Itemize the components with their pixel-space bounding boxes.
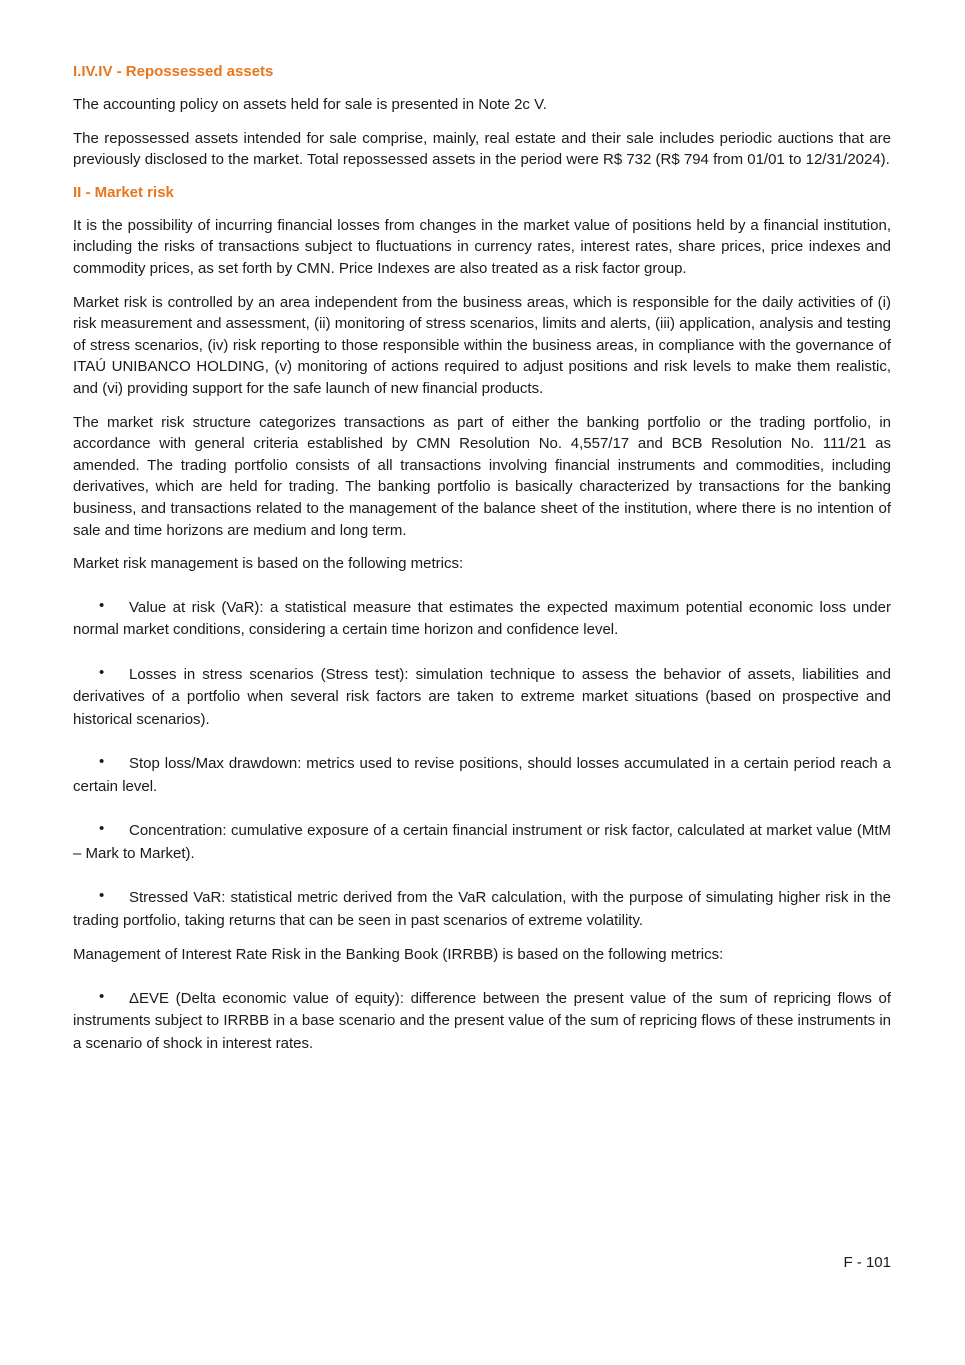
bullet-icon: • xyxy=(99,663,105,681)
list-item-metric-concentration xyxy=(73,818,891,865)
bullet-icon: • xyxy=(99,753,105,771)
list-item-text: Stop loss/Max drawdown: metrics used to revise positions, should losses accumulated in a certain period reach a certain level. xyxy=(73,755,891,795)
list-item-metric-stop-loss xyxy=(73,751,891,798)
list-item-metric-stressed-var xyxy=(73,885,891,932)
bullet-icon: • xyxy=(99,820,105,838)
list-item-text: Losses in stress scenarios (Stress test): simulation technique to assess the behavior of assets, liabilities and derivatives of a portfolio when several risk factors are taken to extreme market situations (based on prospective and historical scenarios). xyxy=(73,665,891,728)
list-item-metric-stress-test xyxy=(73,662,891,732)
paragraph-repossessed-assets: The repossessed assets intended for sale comprise, mainly, real estate and their sale includes periodic auctions that are previously disclosed to the market. Total repossessed assets in the period were R$ 732 (R$ 794 from 01/01 to 12/31/2024). xyxy=(73,129,891,169)
bullet-icon: • xyxy=(99,887,105,905)
page-number: F - 101 xyxy=(843,1254,891,1271)
list-item-text: Value at risk (VaR): a statistical measure that estimates the expected maximum potential economic loss under normal market conditions, considering a certain time horizon and confidence level. xyxy=(73,598,891,639)
paragraph-accounting-policy: The accounting policy on assets held for sale is presented in Note 2c V. xyxy=(73,96,547,113)
paragraph-market-risk-structure: The market risk structure categorizes transactions as part of either the banking portfolio or the trading portfolio, in accordance with general criteria established by CMN Resolution No. 4,557/17 and BCB Resolution No. 111/21 as amended. The trading portfolio consists of all transactions involving financial instruments and commodities, including derivatives, which are held for trading. The banking portfolio is basically characterized by transactions for the banking business, and transactions related to the management of the balance sheet of the institution, where there is no intention of sale and time horizons are medium and long term. xyxy=(73,413,891,539)
list-item-metric-var xyxy=(73,595,891,642)
list-item-metric-delta-eve xyxy=(73,986,891,1056)
paragraph-metrics-intro: Market risk management is based on the following metrics: xyxy=(73,555,464,573)
list-item-text: Stressed VaR: statistical metric derived from the VaR calculation, with the purpose of simulating higher risk in the trading portfolio, taking returns that can be seen in past scenarios of extreme volatility. xyxy=(73,889,891,929)
paragraph-market-risk-control: Market risk is controlled by an area independent from the business areas, which is responsible for the daily activities of (i) risk measurement and assessment, (ii) monitoring of stress scenarios, limits and alerts, (iii) application, analysis and testing of stress scenarios, (iv) risk reporting to those responsible within the business areas, in compliance with the governance of ITAÚ UNIBANCO HOLDING, (v) monitoring of actions required to adjust positions and risk levels to make them realistic, and (vi) providing support for the safe launch of new financial products. xyxy=(73,293,891,397)
list-item-text: Concentration: cumulative exposure of a certain financial instrument or risk factor, calculated at market value (MtM – Mark to Market). xyxy=(73,822,891,862)
paragraph-market-risk-definition: It is the possibility of incurring financial losses from changes in the market value of positions held by a financial institution, including the risks of transactions subject to fluctuations in currency rates, interest rates, share prices, price indexes and commodity prices, as set forth by CMN. Price Indexes are also treated as a risk factor group. xyxy=(73,216,891,277)
list-item-text: ΔEVE (Delta economic value of equity): difference between the present value of the sum of repricing flows of instruments subject to IRRBB in a base scenario and the present value of the sum of repricing flows of these instruments in a scenario of shock in interest rates. xyxy=(73,989,891,1052)
bullet-icon: • xyxy=(99,596,105,614)
document-page xyxy=(73,62,891,1067)
section-title-market-risk: II - Market risk xyxy=(73,183,174,201)
bullet-icon: • xyxy=(99,987,105,1005)
section-title-repossessed-assets: I.IV.IV - Repossessed assets xyxy=(73,63,274,80)
paragraph-irrbb-intro: Management of Interest Rate Risk in the Banking Book (IRRBB) is based on the following metrics: xyxy=(73,946,724,964)
